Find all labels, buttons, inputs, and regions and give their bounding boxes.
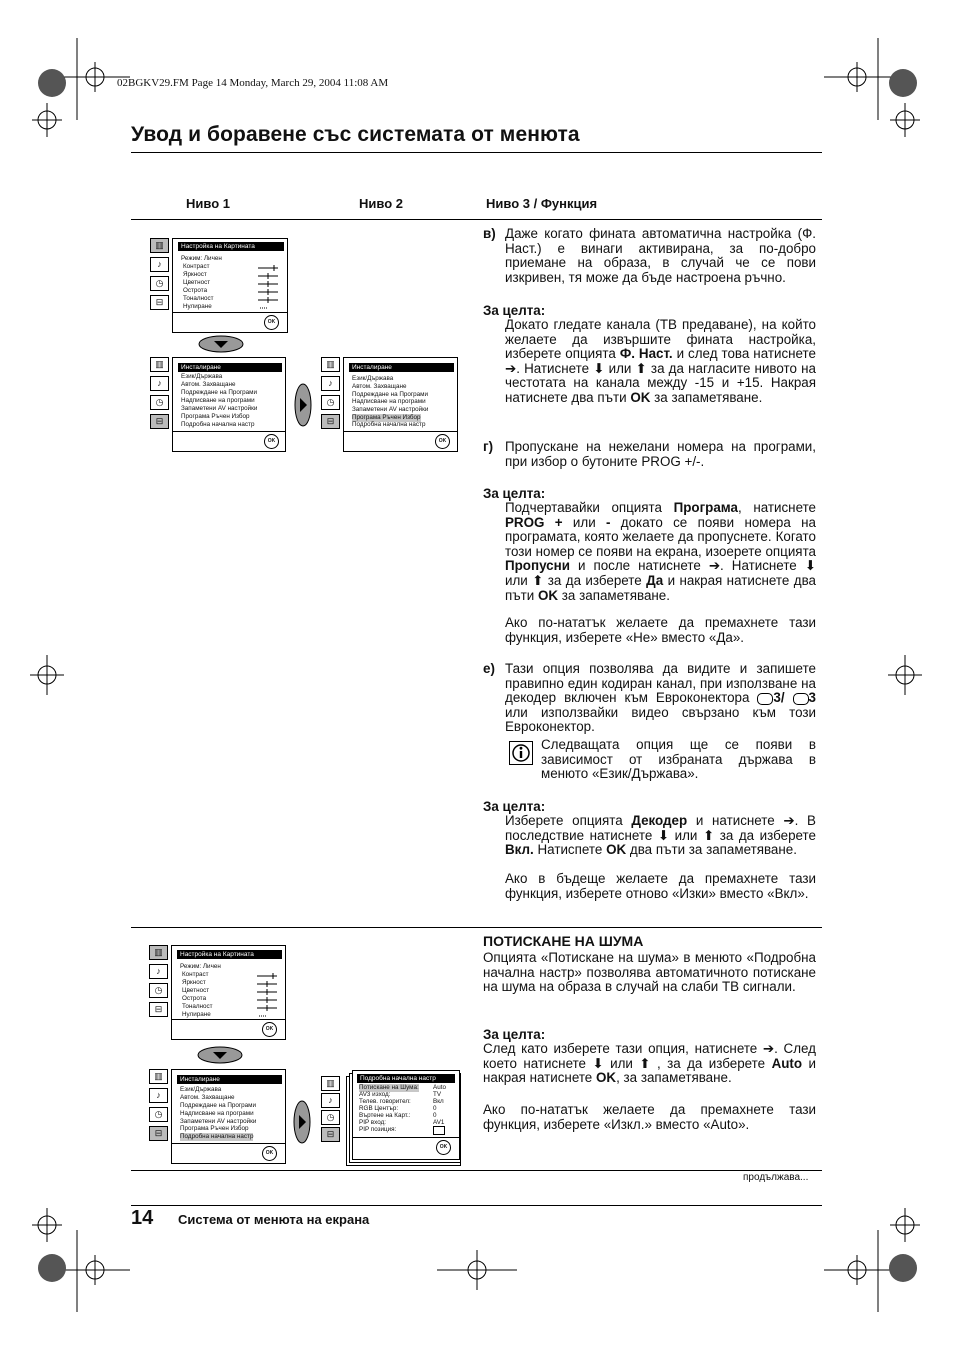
- menu-title: Настройка на Картината: [177, 950, 282, 959]
- text: и накрая натиснете два пъти: [505, 572, 816, 603]
- menu-item: Програма Ръчен Избор: [181, 413, 250, 420]
- menu-item: Цветност: [182, 987, 210, 994]
- menu-item: RGB Център:: [359, 1105, 399, 1112]
- text: , за запаметяване.: [616, 1070, 732, 1086]
- menu-title: Подробна начална настр: [357, 1074, 455, 1083]
- text: Тази опция позволява да видите и запишете правипно един кодиран канал, при използване на декодер включен към Евроконектора: [505, 661, 816, 706]
- bold-text: OK: [537, 587, 559, 603]
- text: След като изберете тази опция, натиснете ➔. След което натиснете ⬇ или ⬆ , за да изберете: [483, 1041, 816, 1071]
- header-rule: [131, 219, 822, 220]
- menu-item: Контраст: [183, 263, 210, 270]
- right-arrow-pad-icon: [294, 383, 312, 427]
- mode-row: [180, 963, 221, 971]
- page-number: 14: [131, 1207, 154, 1229]
- pip-position-icon: [433, 1126, 445, 1135]
- bold-text: Програма: [673, 500, 738, 515]
- bold-text: Да: [646, 572, 664, 588]
- text: и после натиснете ➔. Натиснете ⬇ или ⬆ за да изберете: [505, 558, 816, 588]
- ok-button-icon: OK: [435, 434, 450, 449]
- picture-icon: ▥: [149, 945, 168, 960]
- section-e-target: За целта:: [483, 799, 546, 814]
- ok-button-icon: OK: [436, 1140, 451, 1155]
- down-arrow-pad-icon: [197, 1046, 243, 1064]
- section-g-target: За целта:: [483, 486, 546, 501]
- divider: [173, 312, 287, 313]
- setup-icon: ⊟: [321, 1127, 340, 1142]
- menu-item: Въртене на Карт.:: [359, 1112, 411, 1119]
- column-level3: Ниво 3 / Функция: [486, 196, 598, 211]
- divider: [172, 1019, 285, 1020]
- picture-icon: ▥: [149, 1069, 168, 1084]
- menu-item: Програма Ръчен Избор: [180, 1125, 249, 1132]
- menu-item: Надписване на програми: [181, 397, 255, 404]
- footer-section: Система от менюта на екрана: [178, 1212, 370, 1227]
- menu-item: Език/Държава: [181, 373, 223, 380]
- column-level1: Ниво 1: [186, 196, 230, 211]
- sound-icon: ♪: [149, 964, 168, 979]
- setup-icon: ⊟: [321, 414, 340, 429]
- text: и след това натиснете ➔. Натиснете ⬇ или ⬆ за да нагласите нивото на честотата на канала между -15 и +15. Накрая натиснете два пъти: [505, 346, 816, 405]
- bold-text: OK: [606, 842, 627, 858]
- bold-text: Декодер: [631, 813, 688, 828]
- menu-item: Език/Държава: [180, 1086, 222, 1093]
- menu-item: Тоналност: [182, 1003, 213, 1010]
- page-title: Увод и боравене със системата от менюта: [131, 123, 580, 146]
- ok-button-icon: OK: [262, 1022, 277, 1037]
- menu-item: Подробна начална настр: [352, 421, 426, 428]
- menu-item: Тоналност: [183, 295, 214, 302]
- timer-icon: ◷: [150, 395, 169, 410]
- menu-item-highlighted: Програма Ръчен Избор: [352, 414, 421, 421]
- menu-item: AV3 изход:: [359, 1091, 391, 1098]
- bold-text: Пропусни: [505, 558, 570, 574]
- bold-text: Вкл.: [505, 842, 534, 858]
- sound-icon: ♪: [150, 257, 169, 272]
- mode-row: [181, 255, 222, 263]
- picture-icon: ▥: [321, 1076, 340, 1091]
- divider: [172, 1143, 285, 1144]
- bold-text: OK: [595, 1070, 617, 1086]
- section-e-note: Следващата опция ще се появи в зависимост от избраната държава в менюто «Език/Държава».: [541, 737, 816, 782]
- install-menu-screen-1: [172, 357, 286, 452]
- noise-target: За целта:: [483, 1027, 546, 1042]
- sound-icon: ♪: [321, 1093, 340, 1108]
- section-g-intro: Пропускане на нежелани номера на програми, при избор о бутоните PROG +/-.: [505, 439, 816, 469]
- setup-icon: ⊟: [149, 1002, 168, 1017]
- menu-item: Автом. Захващане: [181, 381, 236, 388]
- picture-menu-screen-2: [171, 945, 286, 1040]
- menu-item: Контраст: [182, 971, 209, 978]
- menu-item: Цветност: [183, 279, 211, 286]
- text: Подчертавайки опцията: [505, 500, 662, 515]
- menu-value: 0: [433, 1112, 437, 1119]
- bold-text: -: [606, 514, 621, 530]
- euroconnector-icon: [793, 693, 809, 705]
- section-g-label: г): [483, 439, 494, 454]
- menu-value: 0: [433, 1105, 437, 1112]
- section-v-body: [505, 318, 816, 406]
- text: докато се появи номера на програмата, която желаете да пропуснете. Когато този номер се появи на екрана, изоерете опцията: [505, 514, 816, 559]
- title-rule: [131, 152, 822, 153]
- menu-item: Яркност: [182, 979, 206, 986]
- bold-text: OK: [630, 389, 651, 405]
- ok-button-icon: OK: [264, 434, 279, 449]
- menu-item: Подреждане на Програми: [180, 1102, 257, 1109]
- text: и накрая натиснете: [483, 1055, 816, 1086]
- timer-icon: ◷: [150, 276, 169, 291]
- menu-value: TV: [433, 1091, 442, 1098]
- noise-body: [483, 1042, 816, 1086]
- text: за запаметяване.: [561, 587, 670, 603]
- continued-label: продължава...: [743, 1172, 809, 1183]
- file-info: 02BGKV29.FM Page 14 Monday, March 29, 2004 11:08 AM: [117, 77, 389, 89]
- menu-item-highlighted: Подробна начална настр: [180, 1133, 254, 1140]
- section-v-intro: Даже когато фината автоматична настройка (Ф. Наст.) е винаги активирана, за по-добро приемане на образа, в случай че се пови изкривен, тя може да бъде настроена ръчно.: [505, 226, 816, 285]
- section-rule: [131, 927, 822, 928]
- text: , натиснете: [737, 500, 817, 515]
- section-e-label: е): [483, 661, 495, 676]
- menu-item: Острота: [182, 995, 207, 1002]
- text: Натиспете: [537, 842, 603, 858]
- slider-bars: [258, 265, 280, 313]
- text: или използвайки видео свързано към този Евроконектор.: [505, 704, 816, 735]
- text: за запаметяване.: [654, 389, 763, 405]
- menu-item: PIP вход:: [359, 1119, 386, 1126]
- timer-icon: ◷: [149, 983, 168, 998]
- mode-value: Личен: [203, 255, 222, 262]
- euroconnector-icon: [757, 693, 773, 705]
- text: и натиснете ➔. В последствие натиснете ⬇ или ⬆ за да изберете: [505, 813, 816, 843]
- menu-item: Запаметени AV настройки: [352, 406, 429, 413]
- menu-title: Инсталиране: [349, 363, 454, 372]
- footer-rule: [131, 1205, 822, 1206]
- section-g-extra: Ако по-нататък желаете да премахнете тази функция, изберете «Не» вместо «Да».: [505, 615, 816, 645]
- menu-item: Подреждане на Програми: [352, 391, 429, 398]
- euroconnector-number: 3: [808, 690, 816, 706]
- menu-item: Надписване на програми: [180, 1110, 254, 1117]
- text: или: [572, 514, 596, 530]
- menu-item: Нулиране: [183, 303, 212, 310]
- bottom-rule: [131, 1170, 822, 1171]
- right-arrow-pad-icon: [293, 1100, 311, 1144]
- picture-icon: ▥: [150, 238, 169, 253]
- info-icon: [509, 741, 533, 765]
- text: два пъти за запаметяване.: [629, 842, 797, 858]
- text: Изберете опцията: [505, 813, 623, 828]
- picture-icon: ▥: [321, 357, 340, 372]
- menu-item-highlighted: Потискане на Шума:: [359, 1084, 419, 1091]
- text: Докато гледате канала (ТВ предаване), на който желаете да извършите фината настройка, изберете опцията: [505, 317, 816, 362]
- menu-item: Надписване на програми: [352, 398, 426, 405]
- mode-label: Режим:: [181, 255, 203, 262]
- noise-extra: Ако по-нататък желаете да премахнете тази функция, изберете «Изкл.» вместо «Auto».: [483, 1102, 816, 1132]
- menu-title: Инсталиране: [177, 1075, 282, 1084]
- detail-menu-screen: [352, 1070, 460, 1160]
- menu-item: Яркност: [183, 271, 207, 278]
- menu-item: Подробна начална настр: [181, 421, 255, 428]
- setup-icon: ⊟: [149, 1126, 168, 1141]
- section-e-intro: [505, 662, 816, 735]
- menu-item: Запаметени AV настройки: [180, 1118, 257, 1125]
- noise-intro: Опцията «Потискане на шума» в менюто «Подробна начална настр» позволява автоматичното потискане на шума на образа в случай на слаби ТВ сигнали.: [483, 950, 816, 995]
- sound-icon: ♪: [149, 1088, 168, 1103]
- sound-icon: ♪: [321, 376, 340, 391]
- menu-item: Запаметени AV настройки: [181, 405, 258, 412]
- down-arrow-pad-icon: [198, 335, 244, 353]
- menu-value: Auto: [433, 1084, 446, 1091]
- menu-item: Автом. Захващане: [352, 383, 407, 390]
- mode-label: Режим:: [180, 963, 202, 970]
- section-g-body: [505, 501, 816, 603]
- euroconnector-number: 3/: [773, 690, 785, 706]
- menu-item: Острота: [183, 287, 208, 294]
- menu-item: Подреждане на Програми: [181, 389, 258, 396]
- timer-icon: ◷: [321, 1110, 340, 1125]
- column-level2: Ниво 2: [359, 196, 403, 211]
- menu-title: Инсталиране: [178, 363, 282, 372]
- menu-item: Телев. говорител:: [359, 1098, 411, 1105]
- noise-section-title: ПОТИСКАНЕ НА ШУМА: [483, 933, 644, 949]
- divider: [353, 1137, 459, 1138]
- divider: [344, 431, 457, 432]
- timer-icon: ◷: [149, 1107, 168, 1122]
- menu-item: PIP позиция:: [359, 1126, 397, 1133]
- install-menu-screen-2: [343, 357, 458, 452]
- mode-value: Личен: [202, 963, 221, 970]
- menu-item: Език/Държава: [352, 375, 394, 382]
- picture-icon: ▥: [150, 357, 169, 372]
- timer-icon: ◷: [321, 395, 340, 410]
- divider: [173, 431, 285, 432]
- bold-text: Auto: [771, 1055, 803, 1071]
- picture-menu-screen-1: [172, 238, 288, 333]
- section-v-label: в): [483, 226, 496, 241]
- bold-text: Ф. Наст.: [619, 346, 673, 362]
- sound-icon: ♪: [150, 376, 169, 391]
- menu-title: Настройка на Картината: [178, 242, 284, 251]
- setup-icon: ⊟: [150, 414, 169, 429]
- section-e-body: [505, 814, 816, 858]
- bold-text: PROG +: [505, 514, 573, 530]
- setup-icon: ⊟: [150, 295, 169, 310]
- menu-item: Нулиране: [182, 1011, 211, 1018]
- menu-value: AV1: [433, 1119, 445, 1126]
- menu-value: Вкл: [433, 1098, 444, 1105]
- ok-button-icon: OK: [262, 1146, 277, 1161]
- menu-item: Автом. Захващане: [180, 1094, 235, 1101]
- ok-button-icon: OK: [264, 315, 279, 330]
- slider-bars: [257, 973, 279, 1021]
- section-e-extra: Ако в бъдеще желаете да премахнете тази функция, изберете отново «Изки» вместо «Вкл».: [505, 871, 816, 901]
- section-v-target: За целта:: [483, 303, 546, 318]
- install-menu-screen-3: [171, 1069, 286, 1164]
